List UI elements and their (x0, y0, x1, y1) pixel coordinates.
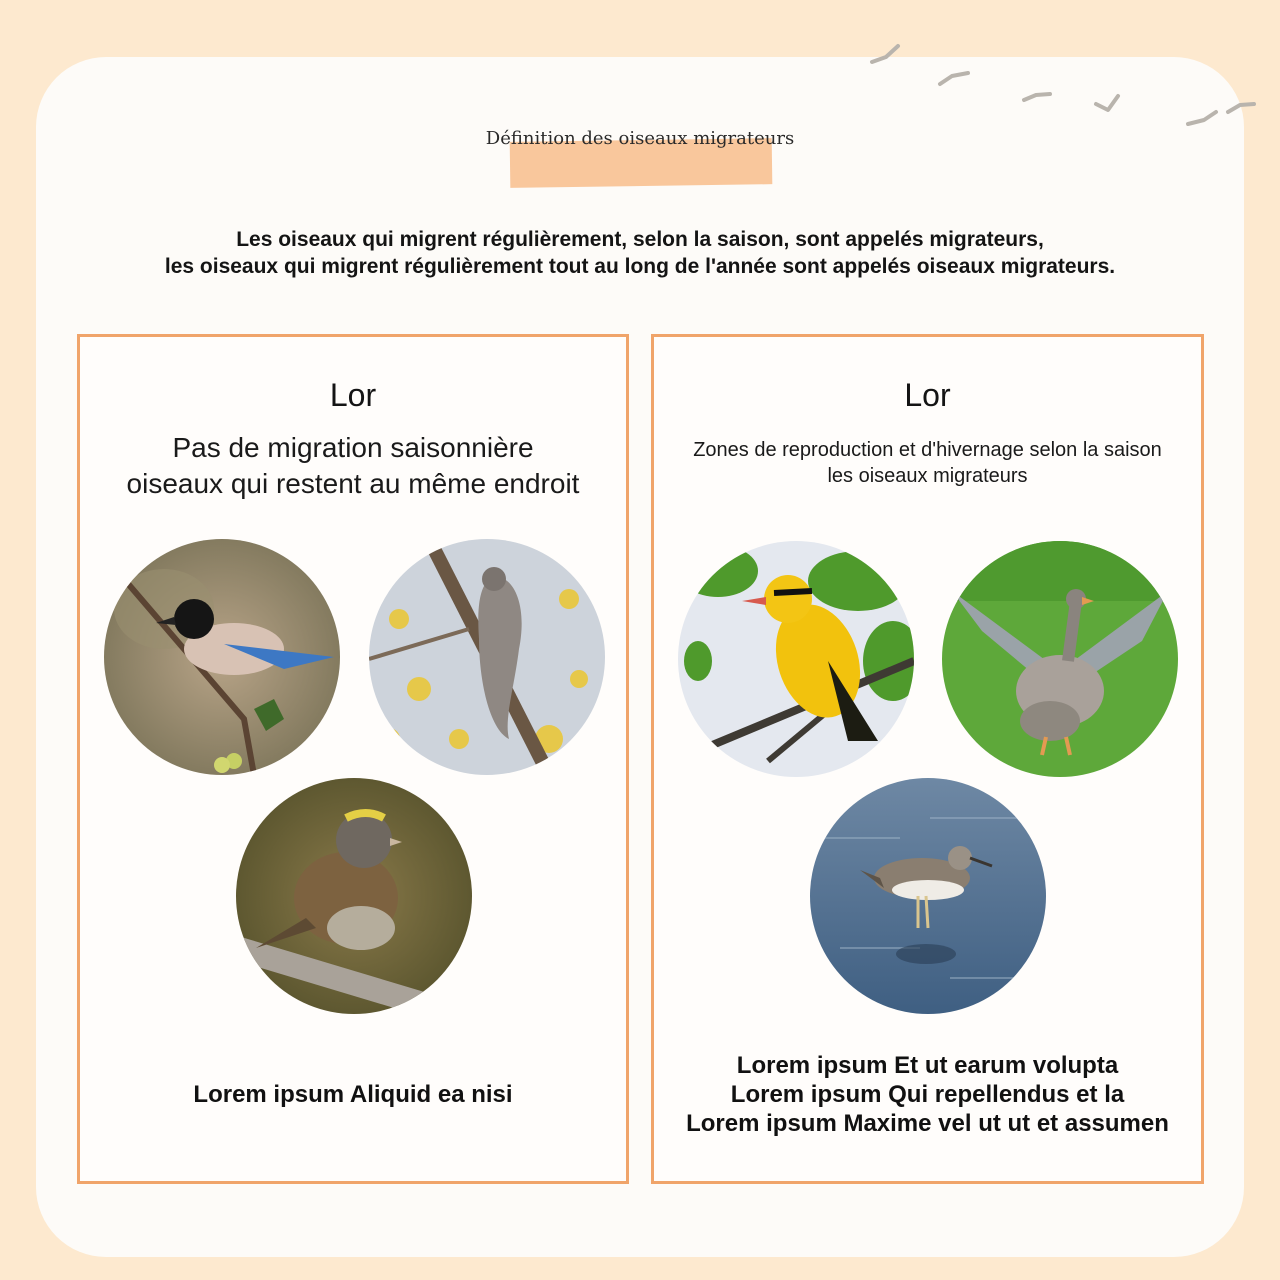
photo-bulbul-on-branch (369, 539, 605, 775)
intro-text (0, 226, 1280, 280)
page-title: Définition des oiseaux migrateurs (485, 128, 795, 149)
photo-azure-winged-magpie (104, 539, 340, 775)
footer-line: Lorem ipsum Aliquid ea nisi (193, 1081, 513, 1108)
footer-line: Lorem ipsum Et ut earum volupta (736, 1052, 1119, 1079)
intro-line: Les oiseaux qui migrent régulièrement, selon la saison, sont appelés migrateurs, (236, 228, 1044, 251)
photo-greenshank-in-water (810, 778, 1046, 1014)
subtitle-line: les oiseaux migrateurs (827, 465, 1028, 487)
footer-line: Lorem ipsum Qui repellendus et la (730, 1081, 1125, 1108)
subtitle-line: oiseaux qui restent au même endroit (126, 468, 580, 499)
intro-line: les oiseaux qui migrent régulièrement tout au long de l'année sont appelés oiseaux migrateurs. (164, 255, 1116, 278)
panel-migratory-birds (651, 334, 1204, 1184)
subtitle-line: Pas de migration saisonnière (172, 432, 534, 463)
flying-birds-decoration (0, 0, 1280, 140)
panel-subtitle (80, 430, 626, 502)
panel-subtitle (654, 437, 1201, 489)
photo-golden-crowned-sparrow (236, 778, 472, 1014)
footer-line: Lorem ipsum Maxime vel ut ut et assumen (686, 1110, 1169, 1137)
panel-footer (654, 1051, 1201, 1138)
photo-greylag-goose (942, 541, 1178, 777)
panel-footer (80, 1080, 626, 1109)
photo-black-naped-oriole (678, 541, 914, 777)
panel-heading: Lor (329, 377, 377, 413)
panel-resident-birds (77, 334, 629, 1184)
subtitle-line: Zones de reproduction et d'hivernage selon la saison (693, 439, 1162, 461)
panel-heading: Lor (904, 377, 951, 413)
